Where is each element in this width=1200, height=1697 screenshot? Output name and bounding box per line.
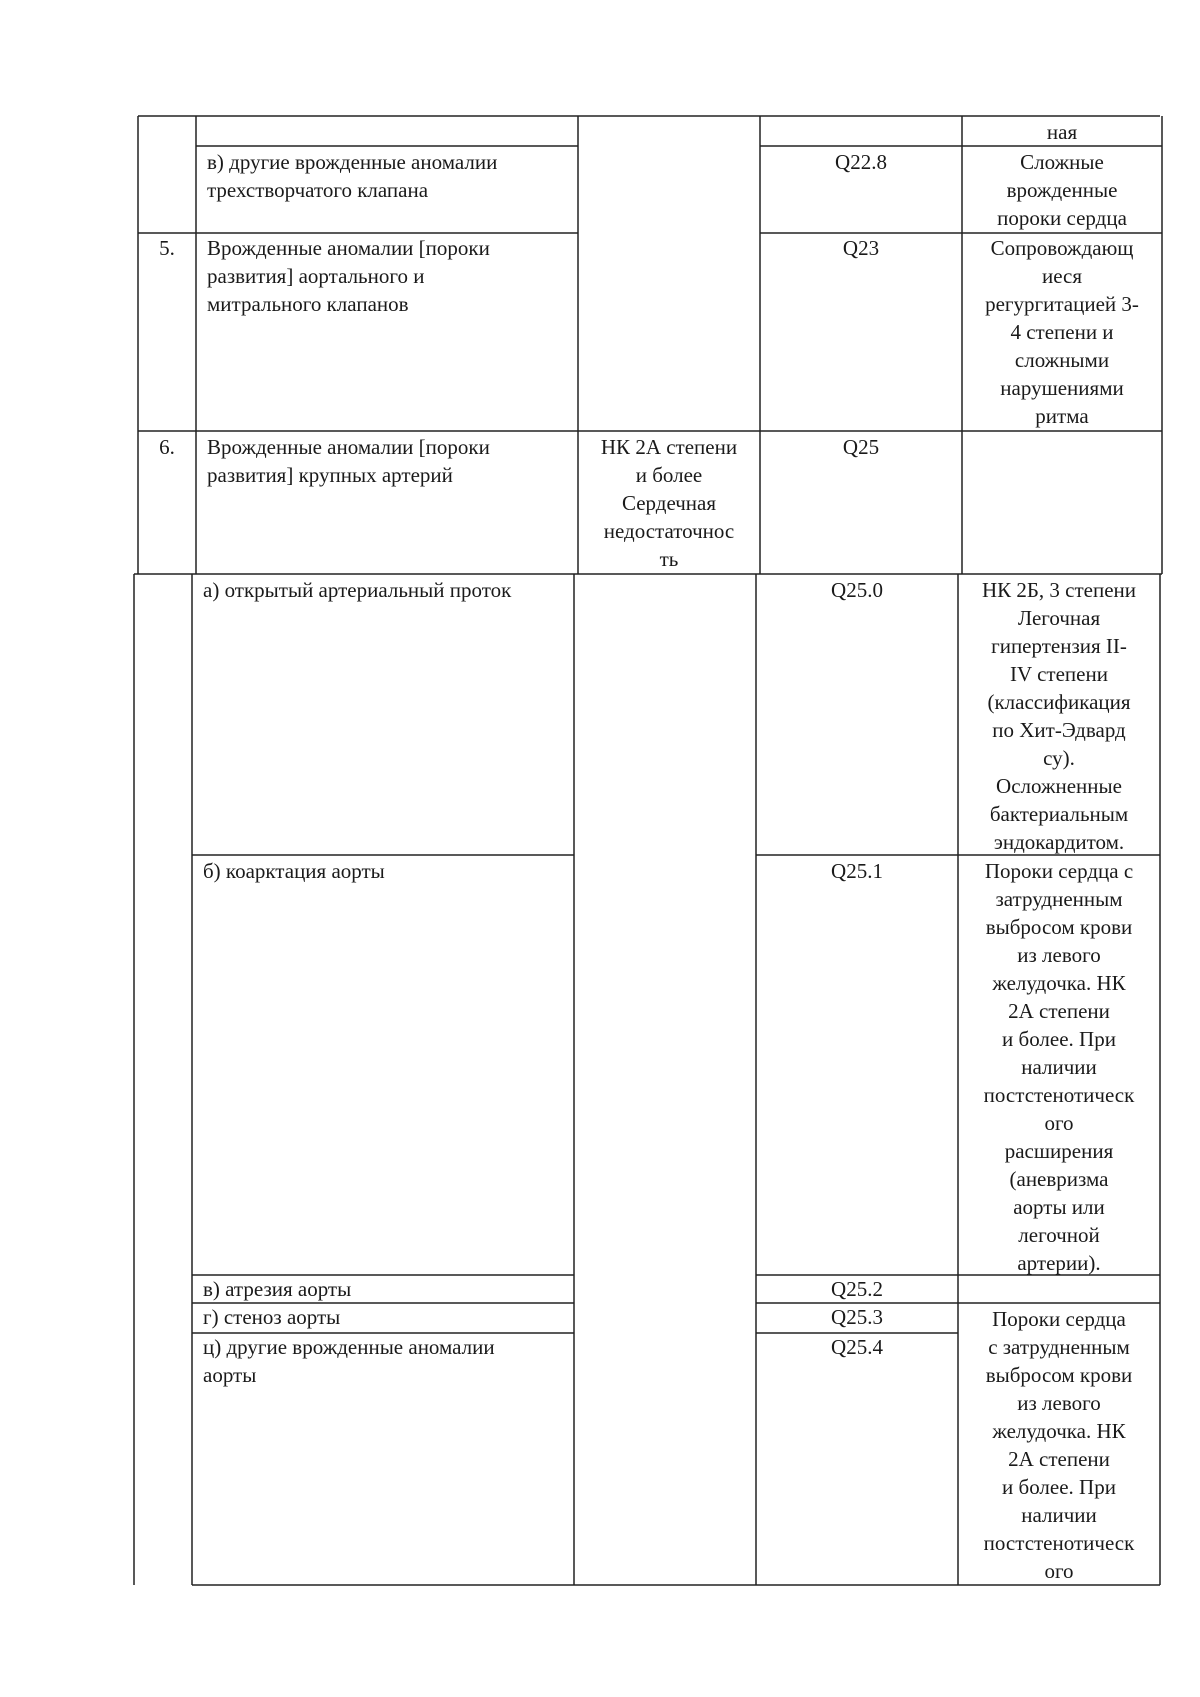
row4-note: НК 2Б, 3 степени Легочная гипертензия II- IV степени (классификация по Хит-Эдвард су). Осложненные бактериальным эндокардитом.: [981, 578, 1137, 854]
row4-code: Q25.0: [831, 578, 883, 602]
row3-condition: НК 2А степени и более Сердечная недостаточнос ть: [600, 435, 738, 571]
row6-name: в) атрезия аорты: [203, 1277, 352, 1301]
row2-note: Сопровождающ иеся регургитацией 3- 4 степени и сложными нарушениями ритма: [985, 236, 1139, 428]
row3-num: 6.: [159, 435, 175, 459]
row3-code: Q25: [842, 435, 880, 459]
row7-code: Q25.3: [831, 1305, 883, 1329]
row7-note: Пороки сердца с затрудненным выбросом крови из левого желудочка. НК 2А степени и более. При наличии постстенотическ ого: [983, 1307, 1135, 1583]
row0-note: ная: [1046, 120, 1078, 144]
row6-code: Q25.2: [831, 1277, 883, 1301]
row1-code: Q22.8: [835, 150, 887, 174]
row2-code: Q23: [842, 236, 880, 260]
row5-name: б) коарктация аорты: [203, 859, 385, 883]
row1-name: в) другие врожденные аномалии трехстворчатого клапана: [207, 150, 498, 202]
row2-num: 5.: [159, 236, 175, 260]
row4-name: а) открытый артериальный проток: [203, 578, 512, 602]
row1-note: Сложные врожденные пороки сердца: [997, 150, 1127, 230]
row2-name: Врожденные аномалии [пороки развития] аортального и митрального клапанов: [207, 236, 490, 316]
row5-note: Пороки сердца с затрудненным выбросом крови из левого желудочка. НК 2А степени и более. При наличии постстенотическ ого расширения (аневризма аорты или легочной артерии).: [983, 859, 1135, 1275]
row3-name: Врожденные аномалии [пороки развития] крупных артерий: [207, 435, 490, 487]
row7-name: г) стеноз аорты: [203, 1305, 341, 1329]
row8-name: ц) другие врожденные аномалии аорты: [203, 1335, 495, 1387]
row5-code: Q25.1: [831, 859, 883, 883]
row8-code: Q25.4: [831, 1335, 883, 1359]
